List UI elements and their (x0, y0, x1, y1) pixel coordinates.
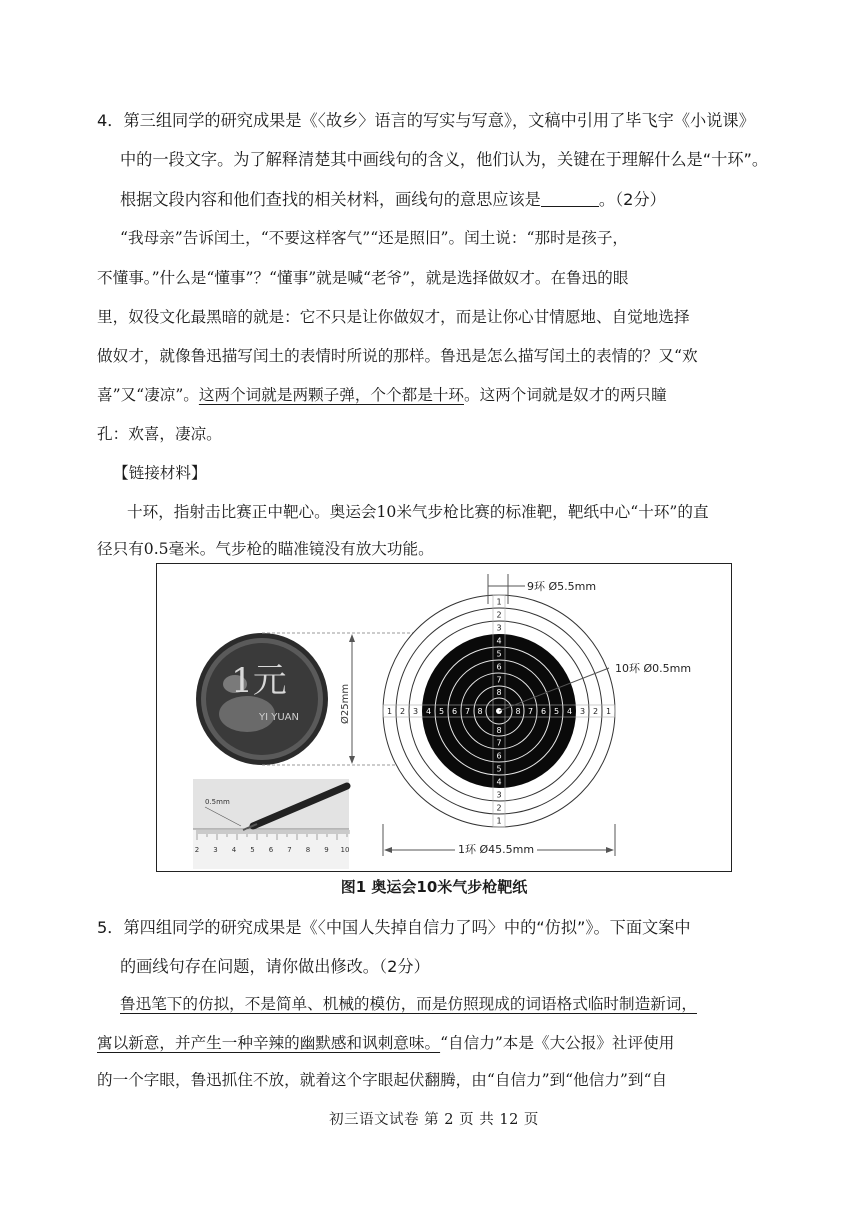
excerpt-line-4: 做奴才，就像鲁迅描写闰土的表情时所说的那样。鲁迅是怎么描写闰土的表情的？又“欢 (97, 347, 698, 365)
ring-number: 1 (386, 707, 393, 716)
figure-caption: 图1 奥运会10米气步枪靶纸 (340, 878, 528, 896)
target-diagram (157, 564, 733, 873)
q5-line-2: 的画线句存在问题，请你做出修改。（2分） (120, 957, 430, 976)
ring-number: 8 (477, 707, 483, 716)
ring-number: 4 (496, 636, 502, 646)
ring-number: 7 (496, 738, 502, 748)
ring10-label: 10环 Ø0.5mm (615, 662, 692, 675)
answer-blank[interactable] (541, 190, 599, 207)
ring-number: 1 (496, 816, 502, 826)
ring-number: 2 (496, 803, 502, 813)
excerpt-line-5 (97, 383, 667, 405)
ruler-number: 5 (250, 846, 255, 854)
excerpt-line-5-a: 喜”又“凄凉”。 (97, 386, 199, 404)
ring-number: 3 (412, 707, 419, 716)
ring-number: 5 (553, 707, 560, 716)
ring-number: 8 (496, 688, 502, 697)
excerpt-line-3: 里，奴役文化最黑暗的就是：它不只是让你做奴才，而是让你心甘情愿地、自觉地选择 (97, 308, 690, 326)
q4-line-3-text: 根据文段内容和他们查找的相关材料，画线句的意思应该是 (120, 190, 541, 209)
ring-number: 1 (496, 597, 502, 607)
ruler-number: 2 (194, 846, 200, 854)
ruler-number: 3 (213, 846, 218, 854)
ring-number: 2 (592, 707, 599, 716)
q5-line-3-rest: “自信力”本是《大公报》社评使用 (440, 1034, 675, 1052)
q5-underlined-1: 鲁迅笔下的仿拟，不是简单、机械的模仿，而是仿照现成的词语格式临时制造新词， (120, 995, 697, 1013)
excerpt-line-2: 不懂事。”什么是“懂事”？“懂事”就是喊“老爷”，就是选择做奴才。在鲁迅的眼 (97, 269, 629, 287)
ruler-number: 7 (287, 846, 292, 854)
q5-line-4: 的一个字眼，鲁迅抓住不放，就着这个字眼起伏翻腾，由“自信力”到“他信力”到“自 (97, 1071, 668, 1089)
page-footer: 初三语文试卷 第 2 页 共 12 页 (329, 1112, 539, 1128)
coin-diameter-label: Ø25mm (340, 683, 351, 724)
excerpt-line-1: “我母亲”告诉闰土，“不要这样客气”“还是照旧”。闰土说：“那时是孩子， (120, 229, 629, 247)
ring-number: 5 (496, 764, 502, 774)
ring-number: 5 (438, 707, 445, 716)
ruler-number: 10 (340, 846, 350, 854)
ring-number: 5 (496, 649, 502, 659)
ring-number: 4 (496, 777, 502, 787)
ring-number: 3 (496, 623, 502, 633)
ring-number: 2 (399, 707, 406, 716)
ruler-number: 8 (305, 846, 311, 854)
ring-number: 3 (496, 790, 502, 800)
ring-number: 3 (579, 707, 586, 716)
ring9-label: 9环 Ø5.5mm (527, 580, 597, 593)
ring-number: 8 (515, 707, 521, 716)
q4-line-2: 中的一段文字。为了解释清楚其中画线句的含义，他们认为，关键在于理解什么是“十环”。 (120, 150, 769, 169)
ruler-photo (193, 779, 349, 869)
ring-number: 4 (566, 707, 573, 716)
coin-text: YI YUAN (259, 712, 299, 723)
q4-score: 。（2分） (598, 190, 666, 209)
q4-line-3 (120, 186, 666, 210)
ring-number: 2 (496, 610, 502, 620)
underlined-sentence: 这两个词就是两颗子弹，个个都是十环 (198, 386, 464, 404)
ring-number: 6 (451, 707, 458, 716)
ring-number: 8 (496, 726, 502, 735)
ring-number: 1 (605, 707, 612, 716)
q5-line-3 (97, 1031, 674, 1053)
ruler-number: 9 (324, 846, 329, 854)
link-header: 【链接材料】 (113, 464, 207, 482)
ruler-number: 4 (231, 846, 237, 854)
ring-number: 6 (496, 751, 502, 761)
q5-line-1: 5．第四组同学的研究成果是《〈中国人失掉自信力了吗〉中的“仿拟”》。下面文案中 (97, 918, 691, 937)
q5-underlined-2: 寓以新意，并产生一种辛辣的幽默感和讽刺意味。 (97, 1034, 441, 1052)
ring-number: 6 (496, 662, 502, 672)
link-line-1: 十环，指射击比赛正中靶心。奥运会10米气步枪比赛的标准靶，靶纸中心“十环”的直 (127, 503, 709, 521)
ring-number: 4 (425, 707, 432, 716)
excerpt-line-6: 孔：欢喜，凄凉。 (97, 425, 222, 443)
ring-number: 7 (464, 707, 471, 716)
ring-number: 7 (527, 707, 534, 716)
target-figure (156, 563, 732, 872)
coin-image (196, 633, 328, 765)
coin-character: 1元 (231, 661, 287, 701)
ring-number: 6 (540, 707, 547, 716)
ruler-label: 0.5mm (205, 798, 230, 806)
ring1-label: 1环 Ø45.5mm (457, 843, 535, 856)
link-line-2: 径只有0.5毫米。气步枪的瞄准镜没有放大功能。 (97, 540, 434, 558)
ruler-number: 6 (268, 846, 274, 854)
q4-line-1: 4．第三组同学的研究成果是《〈故乡〉语言的写实与写意》，文稿中引用了毕飞宇《小说课》 (97, 111, 755, 130)
ring-number: 7 (496, 675, 502, 685)
excerpt-line-5-b: 。这两个词就是奴才的两只瞳 (464, 386, 667, 404)
